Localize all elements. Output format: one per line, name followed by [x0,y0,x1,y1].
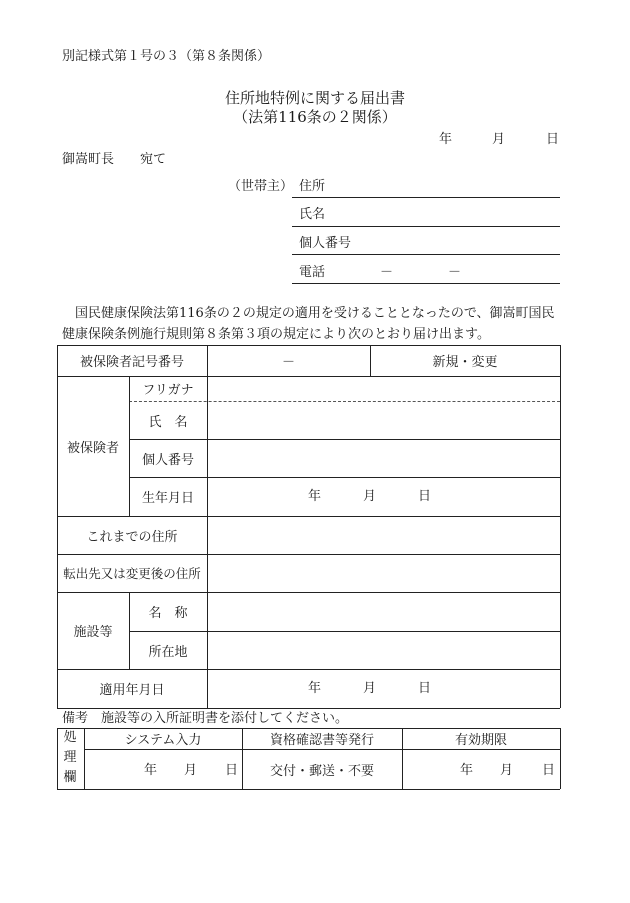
birth-year-label: 年 [308,489,322,504]
birth-day-label: 日 [418,489,432,504]
page-title: 住所地特例に関する届出書 [224,89,405,107]
form-number: 別記様式第１号の３（第８条関係） [62,49,271,64]
birth-month-label: 月 [363,489,377,504]
system-input-header: システム入力 [124,733,202,748]
personal-number-field[interactable] [207,439,560,477]
facility-location-field[interactable] [207,631,560,669]
intro-text-line1: 国民健康保険法第116条の２の規定の適用を受けることとなったので、御嵩町国民 [75,306,555,321]
household-personal-number-line[interactable] [292,254,560,255]
valid-day-label: 日 [542,763,556,778]
apply-year-label: 年 [308,681,322,696]
household-address-label: 住所 [299,179,326,194]
date-day-label: 日 [546,132,560,147]
new-change-option[interactable]: 新規・変更 [432,355,498,370]
previous-address-label: これまでの住所 [86,529,178,545]
household-name-label: 氏名 [299,207,326,222]
birth-date-label: 生年月日 [141,491,194,506]
household-personal-number-label: 個人番号 [299,236,352,251]
previous-address-field[interactable] [207,516,560,554]
phone-separator-1: － [380,265,394,280]
facility-name-label: 名 称 [148,606,188,621]
facility-label: 施設等 [73,625,113,640]
furigana-label: フリガナ [142,383,194,398]
processing-label: 処理欄 [63,730,77,785]
apply-month-label: 月 [363,681,377,696]
household-name-line[interactable] [292,226,560,227]
facility-name-field[interactable] [207,592,560,631]
valid-month-label: 月 [500,763,514,778]
date-year-label: 年 [439,132,453,147]
qualification-cert-header: 資格確認書等発行 [269,733,374,748]
apply-day-label: 日 [418,681,432,696]
household-address-line[interactable] [292,197,560,198]
intro-text-line2: 健康保険条例施行規則第８条第３項の規定により次のとおり届け出ます。 [62,327,490,342]
system-month-label: 月 [184,763,198,778]
facility-location-label: 所在地 [148,644,188,660]
insured-symbol-number-label: 被保険者記号番号 [79,355,184,370]
new-address-field[interactable] [207,554,560,592]
personal-number-label: 個人番号 [141,452,194,468]
date-month-label: 月 [492,132,506,147]
insured-symbol-number-field[interactable]: － [281,355,295,370]
household-phone-line[interactable] [292,283,560,284]
name-label: 氏 名 [148,414,188,430]
new-address-label: 転出先又は変更後の住所 [63,566,201,581]
phone-separator-2: － [448,265,462,280]
addressee: 御嵩町長 宛て [62,152,167,167]
remarks: 備考 施設等の入所証明書を添付してください。 [62,711,349,726]
household-phone-label: 電話 [299,265,326,280]
apply-date-label: 適用年月日 [99,683,165,698]
page-subtitle: （法第116条の２関係） [233,108,397,126]
delivery-options[interactable]: 交付・郵送・不要 [269,763,374,779]
valid-period-header: 有効期限 [454,733,507,748]
insured-person-label: 被保険者 [66,440,119,456]
system-year-label: 年 [144,763,158,778]
furigana-field[interactable] [207,376,560,401]
valid-year-label: 年 [460,763,474,778]
head-of-household-label: （世帯主） [228,179,294,194]
system-day-label: 日 [225,763,239,778]
name-field[interactable] [207,401,560,439]
